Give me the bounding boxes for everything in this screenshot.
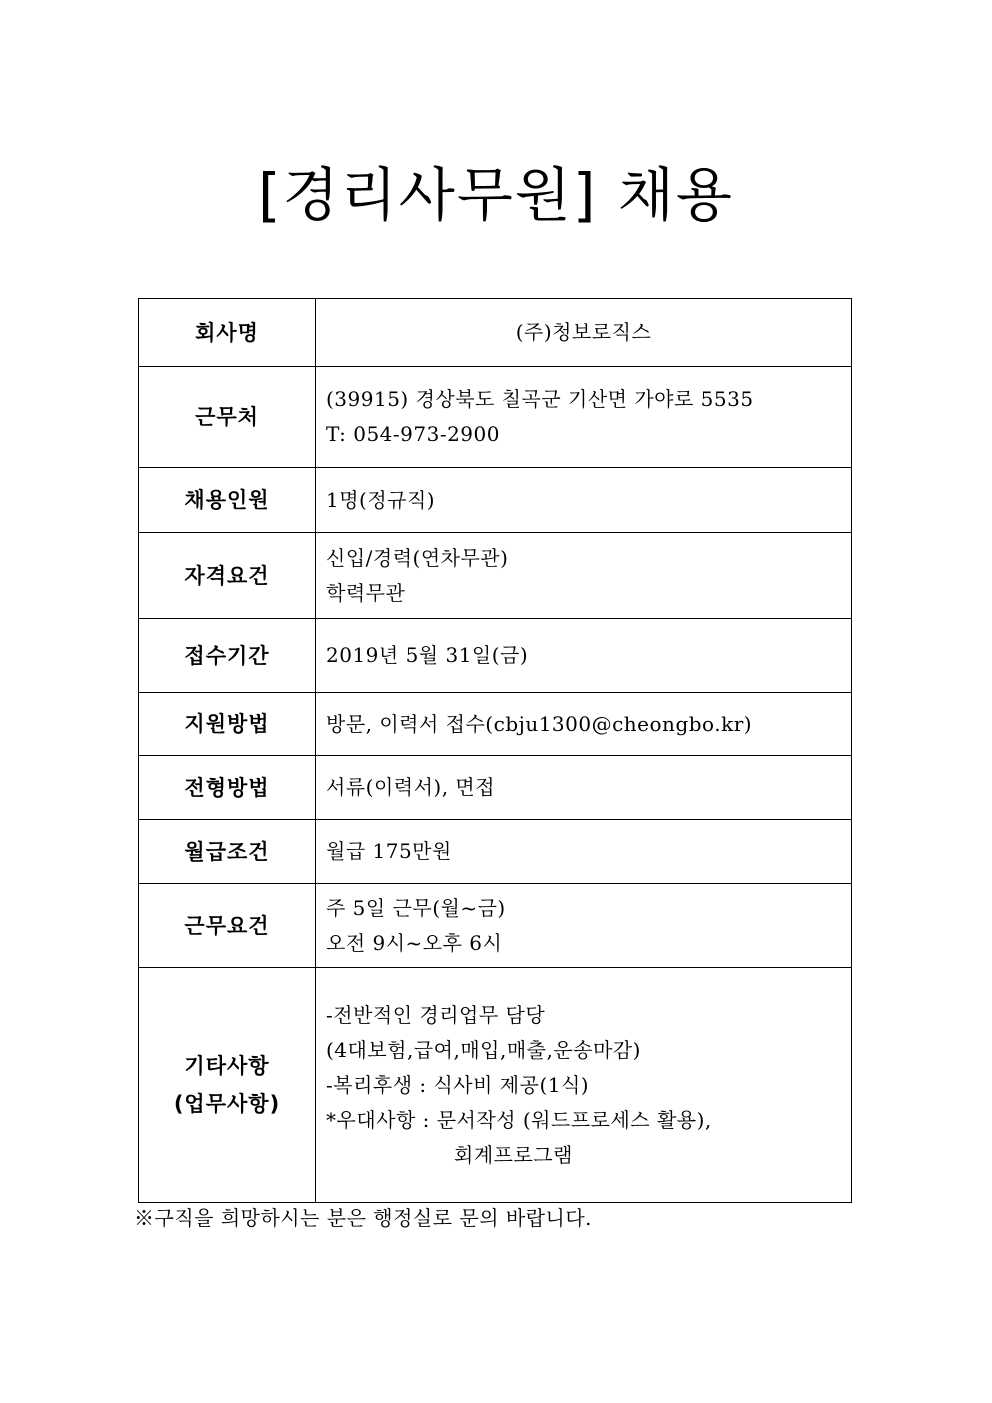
value-application-method — [316, 693, 852, 756]
value-qualification — [316, 533, 852, 619]
table-row-application-method — [139, 693, 852, 756]
table-row-company — [139, 299, 852, 367]
application-deadline: 2019년 5월 31일(금) — [326, 643, 529, 667]
value-salary — [316, 820, 852, 884]
table-row-selection-method — [139, 756, 852, 820]
value-headcount — [316, 468, 852, 533]
headcount-text: 1명(정규직) — [326, 487, 436, 512]
footnote: ※구직을 희망하시는 분은 행정실로 문의 바랍니다. — [134, 1206, 593, 1230]
table-row-qualification — [139, 533, 852, 619]
label-headcount: 채용인원 — [139, 468, 316, 533]
other-duty: -전반적인 경리업무 담당 — [326, 1002, 546, 1027]
workplace-address: (39915) 경상북도 칠곡군 기산면 가야로 5535 — [326, 387, 754, 411]
other-preference-cont: 회계프로그램 — [454, 1142, 573, 1167]
page-title: [경리사무원] 채용 — [258, 161, 734, 229]
table-row-headcount — [139, 468, 852, 533]
label-workplace: 근무처 — [139, 367, 316, 468]
label-other — [139, 968, 316, 1203]
label-work-conditions: 근무요건 — [139, 884, 316, 968]
label-other-sub: (업무사항) — [173, 1092, 281, 1116]
workplace-phone: T: 054-973-2900 — [326, 422, 500, 446]
table-row-other — [139, 968, 852, 1203]
label-application-method: 지원방법 — [139, 693, 316, 756]
table-row-salary — [139, 820, 852, 884]
table-row-application-period — [139, 619, 852, 693]
other-benefits: -복리후생 : 식사비 제공(1식) — [326, 1072, 590, 1097]
label-salary: 월급조건 — [139, 820, 316, 884]
value-selection-method — [316, 756, 852, 820]
work-days: 주 5일 근무(월~금) — [326, 895, 506, 920]
work-hours: 오전 9시~오후 6시 — [326, 930, 503, 955]
label-selection-method: 전형방법 — [139, 756, 316, 820]
qualification-education: 학력무관 — [326, 580, 406, 605]
company-name: (주)청보로직스 — [515, 320, 652, 344]
value-company — [316, 299, 852, 367]
label-application-period: 접수기간 — [139, 619, 316, 693]
value-workplace — [316, 367, 852, 468]
salary-text: 월급 175만원 — [326, 839, 452, 863]
value-work-conditions — [316, 884, 852, 968]
table-row-work-conditions — [139, 884, 852, 968]
other-duty-detail: (4대보험,급여,매입,매출,운송마감) — [326, 1037, 641, 1062]
application-method-text: 방문, 이력서 접수(cbju1300@cheongbo.kr) — [326, 711, 753, 736]
selection-method-text: 서류(이력서), 면접 — [326, 775, 496, 799]
recruitment-info-table — [138, 298, 852, 1203]
label-other-main: 기타사항 — [184, 1054, 270, 1078]
label-company: 회사명 — [139, 299, 316, 367]
value-other — [316, 968, 852, 1203]
label-qualification: 자격요건 — [139, 533, 316, 619]
table-row-workplace — [139, 367, 852, 468]
qualification-career: 신입/경력(연차무관) — [326, 545, 509, 570]
value-application-period — [316, 619, 852, 693]
other-preference: *우대사항 : 문서작성 (워드프로세스 활용), — [326, 1107, 712, 1132]
